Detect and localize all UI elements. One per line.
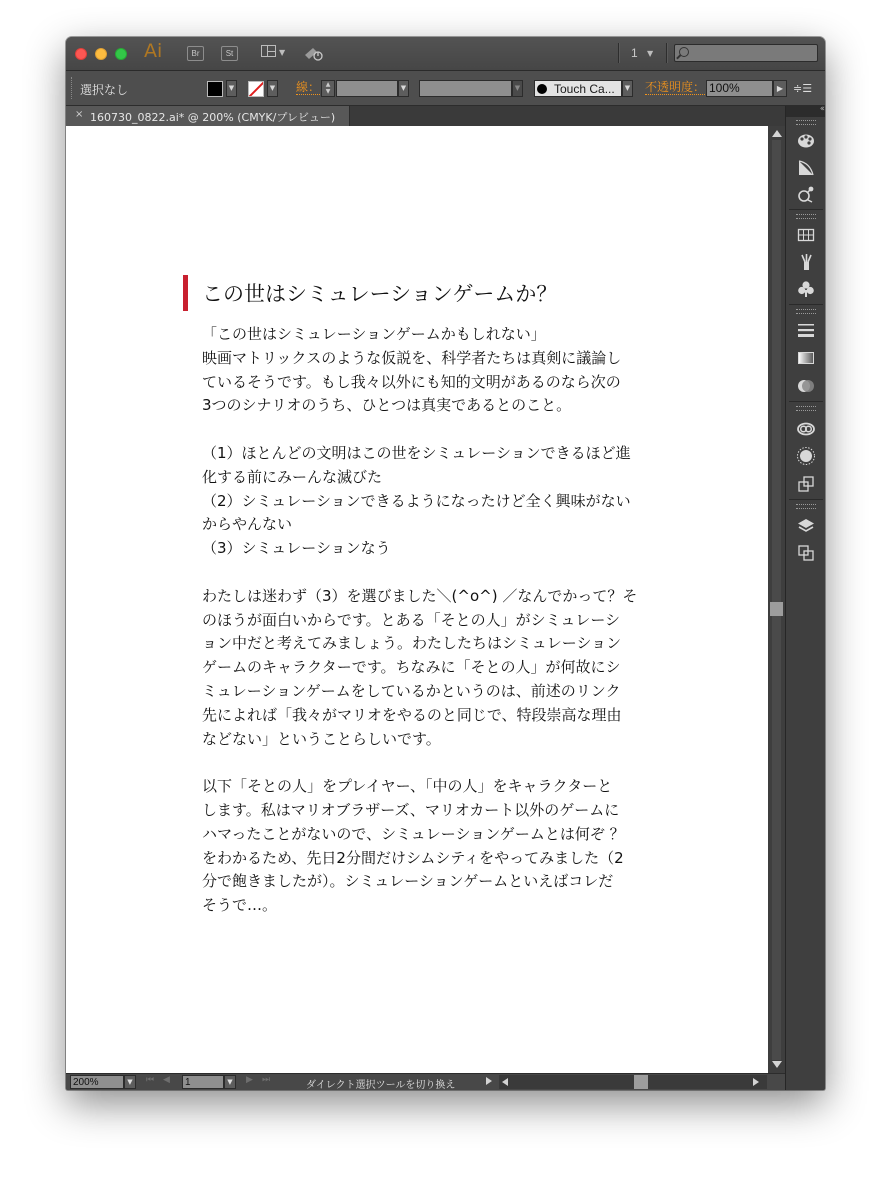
stroke-weight-dropdown[interactable]: ▼ xyxy=(398,80,409,97)
zoom-level-field[interactable]: 200% xyxy=(70,1075,124,1089)
brush-dot-icon xyxy=(537,84,547,94)
separator xyxy=(618,43,620,63)
fill-dropdown[interactable]: ▼ xyxy=(226,80,237,97)
close-window-button[interactable] xyxy=(75,48,87,60)
body-text-line[interactable]: 以下「そとの人」をプレイヤー、「中の人」をキャラクターと xyxy=(202,777,613,796)
body-text-line[interactable]: 映画マトリックスのような仮説を、科学者たちは真剣に議論し xyxy=(202,348,622,367)
body-text-line[interactable]: 化する前にみーんな滅びた xyxy=(202,467,383,486)
chevron-down-icon[interactable]: ▼ xyxy=(279,48,286,57)
separator xyxy=(666,43,668,63)
close-tab-icon[interactable]: × xyxy=(75,109,84,120)
next-artboard-icon[interactable]: ▶ xyxy=(246,1075,253,1085)
cc-libraries-icon[interactable] xyxy=(796,418,816,438)
panel-grip[interactable] xyxy=(71,77,74,99)
body-text-line[interactable]: ョン中だと考えてみましょう。わたしたちはシミュレーション xyxy=(202,634,622,653)
stock-button[interactable]: St xyxy=(221,46,238,61)
minimize-window-button[interactable] xyxy=(95,48,107,60)
chevron-down-icon[interactable]: ▼ xyxy=(647,49,654,58)
stroke-dropdown[interactable]: ▼ xyxy=(267,80,278,97)
document-heading[interactable]: この世はシミュレーションゲームか？ xyxy=(202,282,558,306)
illustrator-logo: Ai xyxy=(144,40,163,62)
artboards-icon[interactable] xyxy=(796,474,816,494)
panel-divider xyxy=(789,401,823,402)
document-tab-strip xyxy=(66,106,785,126)
search-icon xyxy=(679,47,689,57)
page-selector[interactable]: 1 xyxy=(631,46,638,60)
color-guide-icon[interactable] xyxy=(796,130,816,150)
document-tab[interactable] xyxy=(66,106,350,126)
body-text-line[interactable]: ているそうです。もし我々以外にも知的文明があるのなら次の xyxy=(202,372,621,391)
gradient-icon[interactable] xyxy=(796,348,816,368)
horizontal-scrollbar[interactable] xyxy=(499,1075,767,1089)
stroke-label[interactable]: 線： xyxy=(296,80,321,94)
panel-dock xyxy=(785,106,825,1090)
variable-width-profile[interactable] xyxy=(419,80,512,97)
document-tab-title: 160730_0822.ai* @ 200% (CMYK/プレビュー) xyxy=(90,111,336,124)
opacity-label[interactable]: 不透明度： xyxy=(645,80,706,94)
scroll-left-icon[interactable] xyxy=(502,1078,508,1086)
collapse-panels-icon[interactable]: ‹‹ xyxy=(819,104,823,114)
body-text-line[interactable]: します。私はマリオブラザーズ、マリオカート以外のゲームに xyxy=(202,800,620,819)
last-artboard-icon[interactable]: ⏭ xyxy=(262,1075,271,1085)
body-text-line[interactable]: 「この世はシミュレーションゲームかもしれない」 xyxy=(202,325,546,343)
body-text-line[interactable]: からやんない xyxy=(202,515,293,534)
panel-group-grip[interactable] xyxy=(796,214,816,219)
horizontal-scroll-thumb[interactable] xyxy=(634,1075,648,1089)
stroke-icon[interactable] xyxy=(796,320,816,340)
scroll-up-icon[interactable] xyxy=(772,130,782,137)
panel-dock-header xyxy=(786,106,825,117)
fill-color-swatch[interactable] xyxy=(207,81,223,97)
body-text-line[interactable]: （3）シミュレーションなう xyxy=(202,539,391,558)
body-text-line[interactable]: 分で飽きましたが）。シミュレーションゲームといえばコレだ xyxy=(202,872,614,891)
opacity-field[interactable]: 100% xyxy=(706,80,773,97)
panel-group-grip[interactable] xyxy=(796,406,816,411)
transparency-icon[interactable] xyxy=(796,376,816,396)
vertical-scrollbar[interactable] xyxy=(768,126,785,1073)
paragraph-gap xyxy=(202,751,662,775)
brushes-icon[interactable] xyxy=(796,252,816,272)
maximize-window-button[interactable] xyxy=(115,48,127,60)
artboard-canvas[interactable] xyxy=(66,126,768,1073)
opacity-slider-button[interactable]: ▶ xyxy=(773,80,787,97)
status-bar xyxy=(66,1073,785,1090)
illustrator-window xyxy=(66,37,825,1090)
scroll-right-icon[interactable] xyxy=(753,1078,759,1086)
paragraph-gap xyxy=(202,418,662,442)
body-text-line[interactable]: ミュレーションゲームをしているかというのは、前述のリンク xyxy=(202,681,621,700)
brush-name: Touch Ca... xyxy=(554,82,615,96)
panel-menu-icon[interactable]: ≑☰ xyxy=(793,82,813,95)
symbols-icon[interactable] xyxy=(796,184,816,204)
stroke-weight-field[interactable] xyxy=(336,80,398,97)
panel-divider xyxy=(789,304,823,305)
zoom-dropdown[interactable]: ▼ xyxy=(124,1075,136,1089)
status-menu-icon[interactable] xyxy=(486,1077,492,1085)
panel-group-grip[interactable] xyxy=(796,504,816,509)
clubs-symbol-icon[interactable] xyxy=(796,279,816,299)
title-bar xyxy=(66,37,825,71)
transform-icon[interactable] xyxy=(796,543,816,563)
document-body-text[interactable] xyxy=(202,323,662,918)
body-text-line[interactable]: わたしは迷わず（3）を選びました＼(^o^) ／なんでかって？そ xyxy=(202,586,638,605)
control-bar xyxy=(66,71,825,106)
artboard-dropdown[interactable]: ▼ xyxy=(224,1075,236,1089)
layers-icon[interactable] xyxy=(796,516,816,536)
title-accent-bar xyxy=(183,275,188,311)
grid-icon[interactable] xyxy=(796,225,816,245)
body-text-line[interactable]: 3つのシナリオのうち、ひとつは真実であるとのこと。 xyxy=(202,396,572,415)
appearance-icon[interactable] xyxy=(796,446,816,466)
panel-divider xyxy=(789,499,823,500)
first-artboard-icon[interactable]: ⏮ xyxy=(146,1075,155,1085)
panel-group-grip[interactable] xyxy=(796,120,816,125)
body-text-line[interactable]: （2）シミュレーションできるようになったけど全く興味がない xyxy=(202,491,631,510)
gradient-swatch-icon[interactable] xyxy=(796,158,816,178)
stroke-color-swatch[interactable] xyxy=(248,81,264,97)
help-search-input[interactable] xyxy=(674,44,818,62)
scroll-thumb[interactable] xyxy=(770,602,783,616)
body-text-line[interactable]: をわかるため、先日2分間だけシムシティをやってみました（2 xyxy=(202,848,624,867)
artboard-number-field[interactable]: 1 xyxy=(182,1075,224,1089)
tool-hint-text: ダイレクト選択ツールを切り換え xyxy=(306,1080,456,1090)
gpu-performance-icon[interactable] xyxy=(303,44,325,62)
panel-divider xyxy=(789,209,823,210)
panel-group-grip[interactable] xyxy=(796,309,816,314)
previous-artboard-icon[interactable]: ◀ xyxy=(163,1075,170,1085)
body-text-line[interactable]: ハマったことがないので、シミュレーションゲームとは何ぞ ？ xyxy=(202,824,625,843)
body-text-line[interactable]: 先によれば「我々がマリオをやるのと同じで、特段崇高な理由 xyxy=(202,705,622,724)
selection-status: 選択なし xyxy=(80,83,129,97)
scroll-track[interactable] xyxy=(772,140,781,1060)
scroll-down-icon[interactable] xyxy=(772,1061,782,1068)
brush-dropdown[interactable]: ▼ xyxy=(622,80,633,97)
arrange-documents-icon[interactable] xyxy=(261,45,276,57)
body-text-line[interactable]: のほうが面白いからです。とある「そとの人」がシミュレーシ xyxy=(202,610,621,629)
body-text-line[interactable]: （1）ほとんどの文明はこの世をシミュレーションできるほど進 xyxy=(202,443,631,462)
variable-width-dropdown[interactable]: ▼ xyxy=(512,80,523,97)
body-text-line[interactable]: ゲームのキャラクターです。ちなみに「そとの人」が何故にシ xyxy=(202,658,621,677)
bridge-button[interactable]: Br xyxy=(187,46,204,61)
stroke-weight-stepper[interactable]: ▲ ▼ xyxy=(321,80,335,97)
paragraph-gap xyxy=(202,561,662,585)
body-text-line[interactable]: などない」ということらしいです。 xyxy=(202,729,441,748)
body-text-line[interactable]: そうで…。 xyxy=(202,896,278,915)
